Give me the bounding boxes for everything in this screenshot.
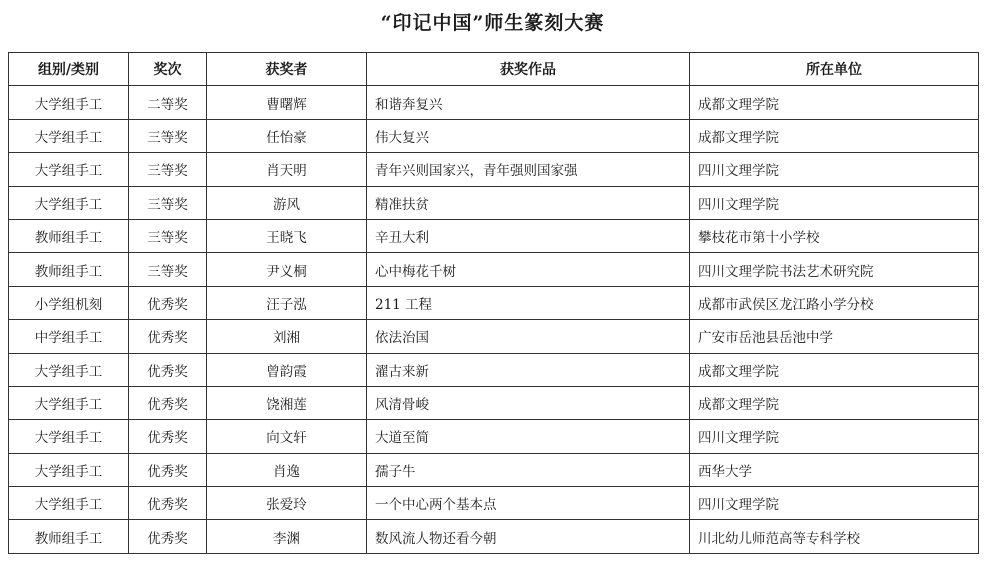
cell-unit: 成都文理学院 <box>690 353 979 386</box>
cell-work: 辛丑大利 <box>367 219 690 252</box>
cell-work: 依法治国 <box>367 320 690 353</box>
cell-group: 大学组手工 <box>9 386 129 419</box>
cell-work: 精准扶贫 <box>367 186 690 219</box>
page-title: “印记中国”师生篆刻大赛 <box>380 12 605 34</box>
cell-award: 三等奖 <box>129 119 207 152</box>
cell-winner: 张爱玲 <box>207 487 367 520</box>
cell-group: 大学组手工 <box>9 119 129 152</box>
table-header-row <box>9 53 979 86</box>
cell-group: 中学组手工 <box>9 320 129 353</box>
cell-unit: 四川文理学院 <box>690 153 979 186</box>
table-row <box>9 453 979 486</box>
cell-award: 三等奖 <box>129 253 207 286</box>
table-body <box>9 86 979 553</box>
cell-unit: 西华大学 <box>690 453 979 486</box>
cell-award: 优秀奖 <box>129 386 207 419</box>
cell-unit: 成都文理学院 <box>690 86 979 119</box>
table-row <box>9 186 979 219</box>
column-header-award: 奖次 <box>129 53 207 86</box>
cell-award: 三等奖 <box>129 219 207 252</box>
cell-winner: 尹义桐 <box>207 253 367 286</box>
cell-winner: 曾韵霞 <box>207 353 367 386</box>
cell-unit: 攀枝花市第十小学校 <box>690 219 979 252</box>
cell-winner: 游风 <box>207 186 367 219</box>
table-row <box>9 487 979 520</box>
cell-work: 和谐奔复兴 <box>367 86 690 119</box>
cell-group: 大学组手工 <box>9 453 129 486</box>
cell-award: 三等奖 <box>129 153 207 186</box>
cell-award: 三等奖 <box>129 186 207 219</box>
cell-winner: 肖天明 <box>207 153 367 186</box>
table-row <box>9 320 979 353</box>
cell-winner: 李渊 <box>207 520 367 553</box>
cell-unit: 广安市岳池县岳池中学 <box>690 320 979 353</box>
cell-unit: 四川文理学院书法艺术研究院 <box>690 253 979 286</box>
cell-work: 数风流人物还看今朝 <box>367 520 690 553</box>
table-row <box>9 153 979 186</box>
cell-award: 优秀奖 <box>129 286 207 319</box>
cell-award: 优秀奖 <box>129 420 207 453</box>
cell-group: 大学组手工 <box>9 186 129 219</box>
column-header-winner: 获奖者 <box>207 53 367 86</box>
cell-winner: 任怡豪 <box>207 119 367 152</box>
cell-work: 伟大复兴 <box>367 119 690 152</box>
cell-unit: 成都文理学院 <box>690 119 979 152</box>
cell-group: 大学组手工 <box>9 487 129 520</box>
cell-group: 大学组手工 <box>9 86 129 119</box>
cell-award: 优秀奖 <box>129 453 207 486</box>
table-row <box>9 386 979 419</box>
cell-group: 大学组手工 <box>9 153 129 186</box>
cell-winner: 饶湘莲 <box>207 386 367 419</box>
table-row <box>9 219 979 252</box>
cell-work: 濯古来新 <box>367 353 690 386</box>
table-row <box>9 119 979 152</box>
table-row <box>9 286 979 319</box>
column-header-unit: 所在单位 <box>690 53 979 86</box>
table-row <box>9 353 979 386</box>
cell-group: 大学组手工 <box>9 353 129 386</box>
table-row <box>9 420 979 453</box>
cell-award: 优秀奖 <box>129 487 207 520</box>
cell-work: 一个中心两个基本点 <box>367 487 690 520</box>
column-header-group: 组别/类别 <box>9 53 129 86</box>
cell-unit: 四川文理学院 <box>690 420 979 453</box>
cell-award: 二等奖 <box>129 86 207 119</box>
cell-work: 孺子牛 <box>367 453 690 486</box>
cell-award: 优秀奖 <box>129 520 207 553</box>
cell-award: 优秀奖 <box>129 353 207 386</box>
cell-award: 优秀奖 <box>129 320 207 353</box>
cell-winner: 肖逸 <box>207 453 367 486</box>
cell-group: 教师组手工 <box>9 219 129 252</box>
cell-unit: 川北幼儿师范高等专科学校 <box>690 520 979 553</box>
awards-table <box>8 52 979 554</box>
cell-winner: 曹曙辉 <box>207 86 367 119</box>
table-row <box>9 520 979 553</box>
cell-group: 大学组手工 <box>9 420 129 453</box>
cell-work: 心中梅花千树 <box>367 253 690 286</box>
cell-group: 小学组机刻 <box>9 286 129 319</box>
cell-group: 教师组手工 <box>9 520 129 553</box>
cell-winner: 王晓飞 <box>207 219 367 252</box>
table-row <box>9 253 979 286</box>
cell-unit: 成都市武侯区龙江路小学分校 <box>690 286 979 319</box>
cell-winner: 向文轩 <box>207 420 367 453</box>
cell-winner: 汪子泓 <box>207 286 367 319</box>
table-row <box>9 86 979 119</box>
cell-winner: 刘湘 <box>207 320 367 353</box>
cell-work: 青年兴则国家兴，青年强则国家强 <box>367 153 690 186</box>
column-header-work: 获奖作品 <box>367 53 690 86</box>
cell-unit: 四川文理学院 <box>690 186 979 219</box>
cell-unit: 四川文理学院 <box>690 487 979 520</box>
cell-work: 大道至简 <box>367 420 690 453</box>
cell-group: 教师组手工 <box>9 253 129 286</box>
cell-work: 211 工程 <box>367 286 690 319</box>
cell-unit: 成都文理学院 <box>690 386 979 419</box>
cell-work: 风清骨峻 <box>367 386 690 419</box>
